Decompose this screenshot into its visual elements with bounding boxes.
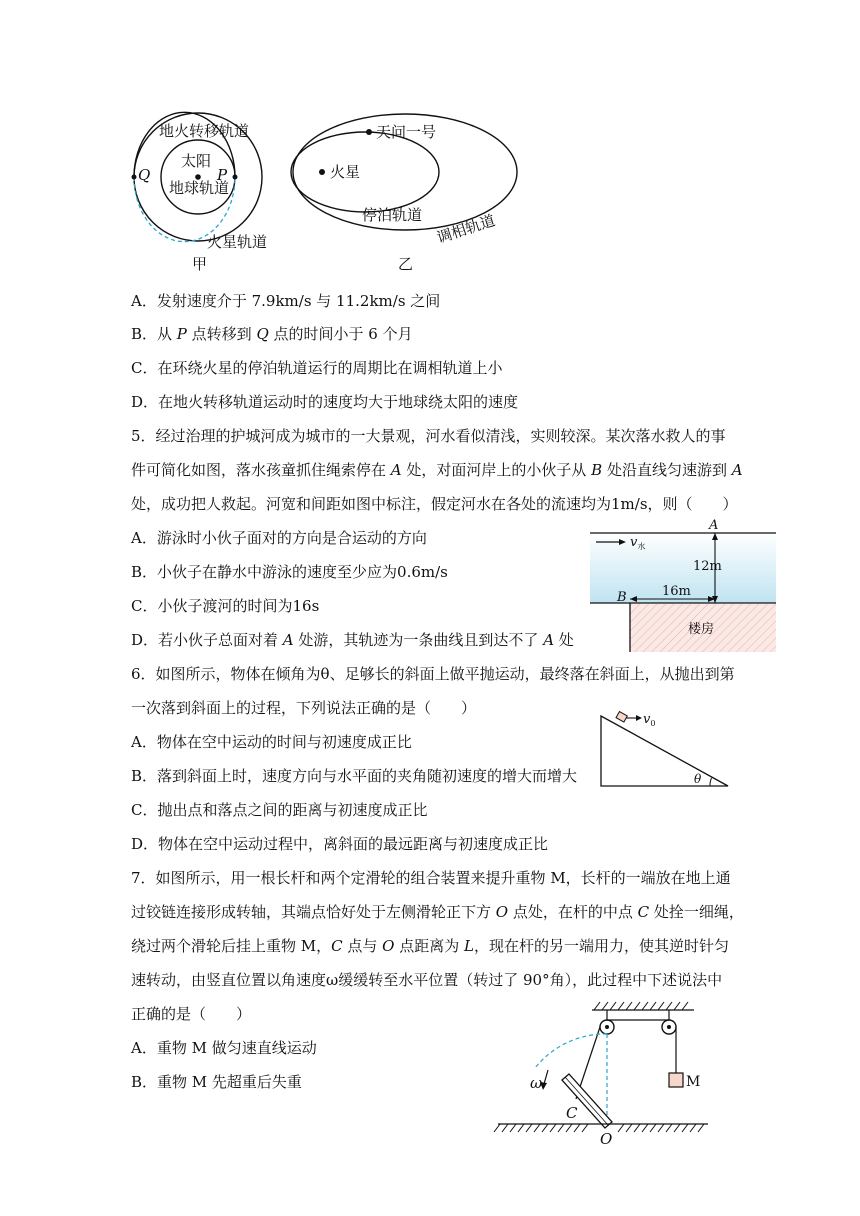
point-o-label: O [600, 1130, 613, 1148]
probe-label: 天问一号 [376, 123, 437, 141]
theta-arc [710, 778, 712, 786]
q4-option-a: A．发射速度介于 7.9km/s 与 11.2km/s 之间 [131, 292, 441, 310]
q7-stem-line5: 正确的是（ ） [131, 1005, 252, 1023]
pulley-figure [494, 998, 724, 1148]
ground-hatch [494, 1124, 704, 1132]
q7-stem-line1: 7．如图所示，用一根长杆和两个定滑轮的组合装置来提升重物 M，长杆的一端放在地上通 [131, 869, 731, 887]
incline-triangle [601, 716, 728, 786]
omega-label: ω [530, 1074, 543, 1092]
mars-dot [319, 169, 325, 175]
q7-stem-line4: 速转动，由竖直位置以角速度ω缓缓转至水平位置（转过了 90°角），此过程中下述说法中 [131, 971, 723, 989]
q6-option-a: A．物体在空中运动的时间与初速度成正比 [131, 733, 412, 751]
sun-label: 太阳 [181, 152, 212, 170]
earth-orbit-label: 地球轨道 [169, 179, 230, 197]
transfer-orbit-label: 地火转移轨道 [159, 122, 250, 140]
q6-option-b: B．落到斜面上时，速度方向与水平面的夹角随初速度的增大而增大 [131, 767, 578, 785]
flow-velocity-label: $v_水$ [630, 535, 646, 551]
q6-stem-line1: 6．如图所示，物体在倾角为θ、足够长的斜面上做平抛运动，最终落在斜面上，从抛出到第 [131, 665, 735, 683]
point-a-label: A [709, 518, 719, 533]
q4-option-d: D．在地火转移轨道运动时的速度均大于地球绕太阳的速度 [131, 393, 519, 411]
q6-option-d: D．物体在空中运动过程中，离斜面的最远距离与初速度成正比 [131, 835, 549, 853]
weight-m [669, 1073, 683, 1087]
q5-option-a: A．游泳时小伙子面对的方向是合运动的方向 [131, 529, 427, 547]
point-b-label: B [617, 590, 627, 605]
v0-label: $v_0$ [643, 712, 656, 728]
point-q-dot [132, 175, 137, 180]
left-pulley-axle [605, 1025, 609, 1029]
mars-orbit-label: 火星轨道 [207, 233, 268, 251]
parking-orbit [291, 132, 439, 212]
projectile-block [616, 712, 627, 722]
q5-option-c: C．小伙子渡河的时间为16s [131, 597, 320, 615]
figure-jia [125, 110, 275, 275]
point-p-dot [233, 175, 238, 180]
width-label: 12m [693, 559, 722, 574]
river-figure [590, 518, 780, 654]
probe-dot [366, 129, 372, 135]
point-c-label: C [566, 1104, 578, 1122]
figure-caption-yi: 乙 [398, 255, 414, 273]
q7-option-b: B．重物 M 先超重后失重 [131, 1073, 302, 1091]
figure-yi [290, 110, 520, 275]
incline-figure [598, 708, 738, 790]
q4-option-b: B．从 P 点转移到 Q 点的时间小于 6 个月 [131, 325, 413, 343]
parking-orbit-label: 停泊轨道 [362, 206, 423, 224]
right-pulley-axle [667, 1025, 671, 1029]
label-p: P [217, 166, 228, 184]
weight-m-label: M [686, 1074, 701, 1090]
ceiling-hatch [594, 1002, 688, 1010]
q5-option-d: D．若小伙子总面对着 A 处游，其轨迹为一条曲线且到达不了 A 处 [131, 631, 574, 649]
q6-option-c: C．抛出点和落点之间的距离与初速度成正比 [131, 801, 428, 819]
mars-label: 火星 [330, 163, 361, 181]
figure-caption-jia: 甲 [192, 255, 208, 273]
q5-stem-line2: 件可简化如图，落水孩童抓住绳索停在 A 处，对面河岸上的小伙子从 B 处沿直线匀速游到 A [131, 461, 743, 479]
q7-stem-line2: 过铰链连接形成转轴，其端点恰好处于左侧滑轮正下方 O 点处，在杆的中点 C 处拴一细绳， [131, 903, 744, 921]
omega-arrow [544, 1070, 548, 1084]
q5-stem-line1: 5．经过治理的护城河成为城市的一大景观，河水看似清浅，实则较深。某次落水救人的事 [131, 427, 726, 445]
q5-stem-line3: 处，成功把人救起。河宽和间距如图中标注，假定河水在各处的流速均为1m/s，则（ ） [131, 495, 738, 513]
building-label: 楼房 [688, 622, 715, 637]
q5-option-b: B．小伙子在静水中游泳的速度至少应为0.6m/s [131, 563, 448, 581]
q7-stem-line3: 绕过两个滑轮后挂上重物 M，C 点与 O 点距离为 L，现在杆的另一端用力，使其逆时针匀 [131, 937, 730, 955]
phasing-orbit-label: 调相轨道 [434, 211, 498, 247]
theta-label: θ [694, 772, 702, 786]
v0-arrow-head [636, 715, 642, 721]
q7-option-a: A．重物 M 做匀速直线运动 [131, 1039, 317, 1057]
q6-stem-line2: 一次落到斜面上的过程，下列说法正确的是（ ） [131, 699, 477, 717]
distance-label: 16m [662, 584, 691, 599]
label-q: Q [138, 166, 151, 184]
q4-option-c: C．在环绕火星的停泊轨道运行的周期比在调相轨道上小 [131, 359, 503, 377]
